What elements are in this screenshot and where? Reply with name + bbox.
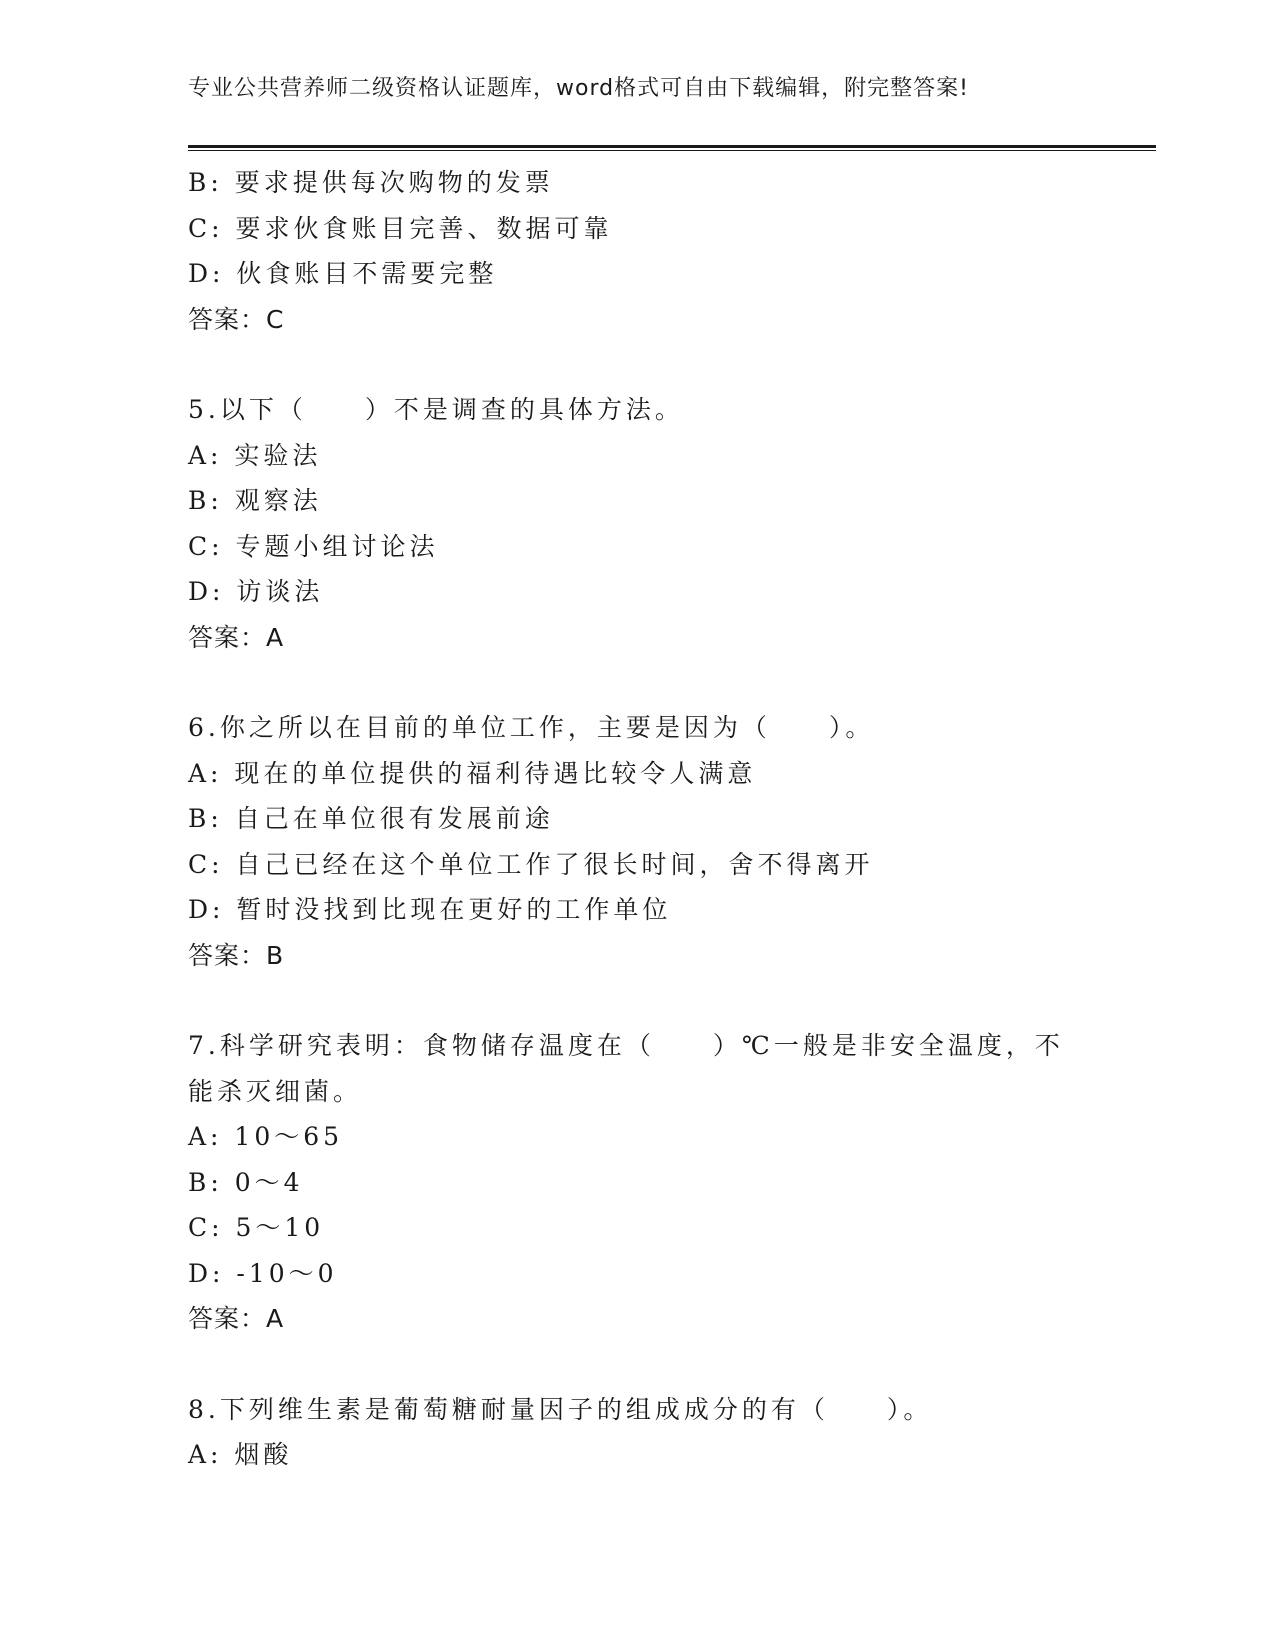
header-rule-thin — [188, 150, 1156, 151]
option-a: A: 10～65 — [188, 1122, 344, 1151]
question-block-4 — [188, 160, 1088, 342]
option-b: B: 要求提供每次购物的发票 — [188, 168, 554, 197]
question-list — [188, 160, 1088, 1478]
option-b: B: 0～4 — [188, 1167, 304, 1197]
option-a: A: 实验法 — [188, 440, 322, 470]
question-stem: 6.你之所以在目前的单位工作，主要是因为（ ）。 — [188, 713, 875, 742]
option-d: D: 访谈法 — [188, 577, 324, 606]
question-stem: 7.科学研究表明：食物储存温度在（ ）℃一般是非安全温度，不能杀灭细菌。 — [188, 1031, 1064, 1106]
question-block-6 — [188, 705, 1088, 978]
option-b: B: 观察法 — [188, 486, 322, 515]
question-stem: 5.以下（ ）不是调查的具体方法。 — [188, 395, 684, 424]
option-c: C: 专题小组讨论法 — [188, 531, 439, 561]
option-a: A: 现在的单位提供的福利待遇比较令人满意 — [188, 758, 757, 788]
question-block-5 — [188, 387, 1088, 660]
option-c: C: 5～10 — [188, 1213, 325, 1242]
option-c: C: 要求伙食账目完善、数据可靠 — [188, 213, 613, 243]
header-rule-thick — [188, 145, 1156, 148]
option-a: A: 烟酸 — [188, 1440, 293, 1469]
option-b: B: 自己在单位很有发展前途 — [188, 804, 554, 833]
answer-text: 答案：A — [188, 622, 285, 652]
option-d: D: 暂时没找到比现在更好的工作单位 — [188, 895, 672, 924]
option-c: C: 自己已经在这个单位工作了很长时间，舍不得离开 — [188, 849, 874, 879]
question-stem: 8.下列维生素是葡萄糖耐量因子的组成成分的有（ ）。 — [188, 1394, 933, 1424]
option-d: D: 伙食账目不需要完整 — [188, 259, 498, 288]
answer-text: 答案：C — [188, 304, 285, 334]
answer-text: 答案：A — [188, 1304, 285, 1333]
question-block-7 — [188, 1023, 1088, 1342]
option-d: D: -10～0 — [188, 1258, 338, 1288]
page-header: 专业公共营养师二级资格认证题库，word格式可自由下载编辑，附完整答案! — [188, 76, 969, 101]
question-block-8 — [188, 1387, 1088, 1478]
answer-text: 答案：B — [188, 940, 285, 970]
